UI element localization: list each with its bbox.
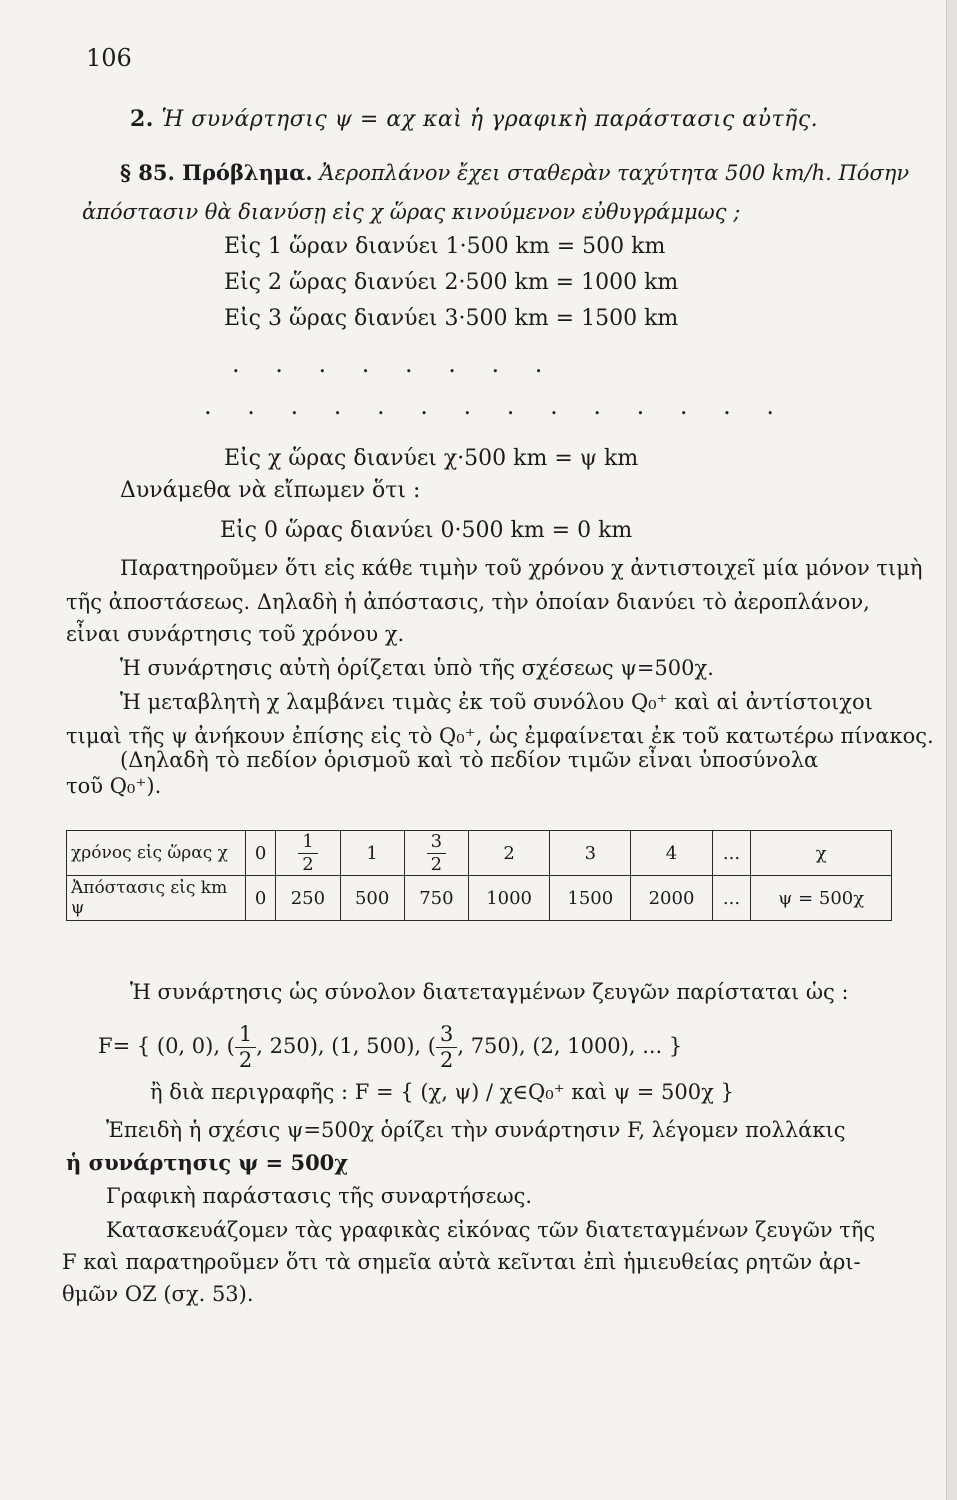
fraction-denominator: 2	[302, 853, 314, 875]
problem-label: § 85. Πρόβλημα.	[120, 160, 313, 185]
fraction-numerator: 1	[235, 1024, 256, 1048]
paragraph2: Ἡ συνάρτησις αὐτὴ ὁρίζεται ὑπὸ τῆς σχέσεως ψ=500χ.	[120, 656, 714, 680]
table-row-label-time: χρόνος εἰς ὥρας χ	[67, 831, 246, 876]
ellipsis-row-2: . . . . . . . . . . . . . .	[204, 392, 788, 420]
fraction-half	[235, 1024, 256, 1071]
page-edge	[946, 0, 957, 1500]
problem-text-line1: Ἀεροπλάνον ἔχει σταθερὰν ταχύτητα 500 km/h. Πόσην	[319, 161, 910, 185]
paragraph4-line1: Κατασκευάζομεν τὰς γραφικὰς εἰκόνας τῶν διατεταγμένων ζευγῶν τῆς	[106, 1218, 876, 1242]
can-say-line: Δυνάμεθα νὰ εἴπωμεν ὅτι :	[120, 478, 421, 503]
problem-statement	[120, 160, 909, 185]
table-cell: ψ = 500χ	[751, 876, 892, 921]
table-cell: 250	[276, 876, 340, 921]
paragraph3-line3: (Δηλαδὴ τὸ πεδίον ὁρισμοῦ καὶ τὸ πεδίον τιμῶν εἶναι ὑποσύνολα	[120, 748, 819, 772]
table-cell: 1500	[550, 876, 631, 921]
paragraph1-line2: τῆς ἀποστάσεως. Δηλαδὴ ἡ ἀπόστασις, τὴν ὁποίαν διανύει τὸ ἀεροπλάνον,	[66, 590, 870, 614]
table-cell-fraction-half	[276, 831, 340, 876]
set-F-suffix: , 750), (2, 1000), ... }	[457, 1034, 683, 1058]
page-number: 106	[86, 44, 132, 72]
fraction-denominator: 2	[238, 1048, 253, 1072]
paragraph4-line3: θμῶν OZ (σχ. 53).	[62, 1282, 254, 1306]
set-F-expression	[98, 1024, 682, 1071]
set-intro: Ἡ συνάρτησις ὡς σύνολον διατεταγμένων ζευγῶν παρίσταται ὡς :	[130, 980, 849, 1004]
paragraph3-line4: τοῦ Q₀⁺).	[66, 774, 162, 798]
ellipsis-row-1: . . . . . . . .	[232, 350, 557, 378]
table-cell: 4	[631, 831, 712, 876]
table-cell: 2000	[631, 876, 712, 921]
section-number: 2.	[130, 106, 154, 132]
table-cell: 500	[340, 876, 404, 921]
values-table	[66, 830, 892, 921]
table-cell: ...	[712, 876, 751, 921]
paragraph3-line1: Ἡ μεταβλητὴ χ λαμβάνει τιμὰς ἐκ τοῦ συνόλου Q₀⁺ καὶ αἱ ἀντίστοιχοι	[120, 690, 873, 714]
table-cell: ...	[712, 831, 751, 876]
paragraph1-line3: εἶναι συνάρτησις τοῦ χρόνου χ.	[66, 622, 405, 646]
table-cell: 1000	[469, 876, 550, 921]
general-line: Εἰς χ ὥρας διανύει χ·500 km = ψ km	[224, 446, 639, 471]
problem-text-line2: ἀπόστασιν θὰ διανύσῃ εἰς χ ὥρας κινούμενον εὐθυγράμμως ;	[82, 200, 741, 224]
fraction-numerator: 3	[436, 1024, 457, 1048]
graph-title: Γραφικὴ παράστασις τῆς συναρτήσεως.	[106, 1184, 533, 1208]
calc-line-2: Εἰς 2 ὥρας διανύει 2·500 km = 1000 km	[224, 270, 679, 295]
since-line-2: ἡ συνάρτησις ψ = 500χ	[66, 1150, 349, 1175]
paragraph3-line2: τιμαὶ τῆς ψ ἀνήκουν ἐπίσης εἰς τὸ Q₀⁺, ὡς ἐμφαίνεται ἐκ τοῦ κατωτέρω πίνακος.	[66, 724, 934, 748]
table-cell: 0	[246, 876, 276, 921]
since-line: Ἐπειδὴ ἡ σχέσις ψ=500χ ὁρίζει τὴν συνάρτησιν F, λέγομεν πολλάκις	[106, 1118, 846, 1142]
table-cell: 2	[469, 831, 550, 876]
table-cell: 0	[246, 831, 276, 876]
table-cell-fraction-three-halves	[404, 831, 468, 876]
paragraph1-line1: Παρατηροῦμεν ὅτι εἰς κάθε τιμὴν τοῦ χρόνου χ ἀντιστοιχεῖ μία μόνον τιμὴ	[120, 556, 923, 580]
paragraph4-line2: F καὶ παρατηροῦμεν ὅτι τὰ σημεῖα αὐτὰ κεῖνται ἐπὶ ἡμιευθείας ρητῶν ἀρι-	[62, 1250, 861, 1274]
set-F-middle: , 250), (1, 500), (	[256, 1034, 436, 1058]
description-line: ἢ διὰ περιγραφῆς : F = { (χ, ψ) / χ∈Q₀⁺ καὶ ψ = 500χ }	[150, 1080, 734, 1104]
table-row	[67, 876, 892, 921]
table-cell: 3	[550, 831, 631, 876]
fraction-denominator: 2	[439, 1048, 454, 1072]
fraction-denominator: 2	[430, 853, 443, 875]
set-F-prefix: F= { (0, 0), (	[98, 1034, 235, 1058]
zero-line: Εἰς 0 ὥρας διανύει 0·500 km = 0 km	[220, 518, 633, 543]
section-heading	[130, 106, 818, 132]
table-row	[67, 831, 892, 876]
fraction-numerator: 1	[298, 833, 317, 854]
table-cell: 750	[404, 876, 468, 921]
fraction-three-halves	[427, 830, 446, 875]
table-cell: χ	[751, 831, 892, 876]
calc-line-3: Εἰς 3 ὥρας διανύει 3·500 km = 1500 km	[224, 306, 679, 331]
table-cell: 1	[340, 831, 404, 876]
fraction-half	[298, 830, 317, 875]
section-heading-text: Ἡ συνάρτησις ψ = αχ καὶ ἡ γραφικὴ παράστασις αὐτῆς.	[161, 107, 819, 132]
table-row-label-distance: Ἀπόστασις εἰς km ψ	[67, 876, 246, 921]
calc-line-1: Εἰς 1 ὥραν διανύει 1·500 km = 500 km	[224, 234, 666, 259]
fraction-numerator: 3	[427, 833, 446, 854]
fraction-three-halves	[436, 1024, 457, 1071]
